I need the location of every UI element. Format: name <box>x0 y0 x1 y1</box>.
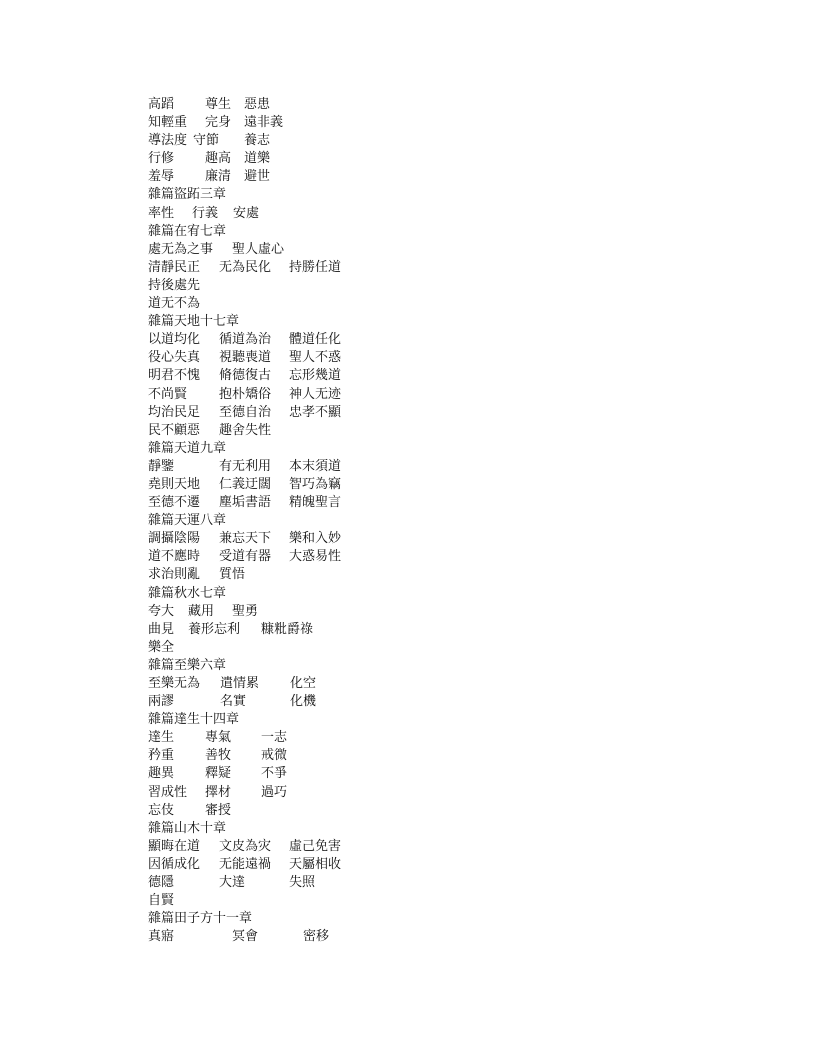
chapter-heading-text: 雜篇在宥七章 <box>148 223 227 239</box>
entry-text: 養志 <box>244 133 271 149</box>
entry-text: 高蹈 <box>148 97 175 112</box>
entry-text: 塵垢書語 <box>219 495 272 511</box>
entry-text: 清靜民正 <box>148 259 201 275</box>
entry-text: 聖人不惑 <box>289 350 342 366</box>
entry-text: 循道為治 <box>219 332 272 348</box>
chapter-heading-text: 雜篇天運八章 <box>148 513 227 529</box>
entry-text: 調攝陰陽 <box>148 531 201 547</box>
entry-row <box>148 530 788 548</box>
entry-row <box>148 404 788 422</box>
entry-text: 有无利用 <box>219 458 272 474</box>
entry-text: 虛己免害 <box>289 838 342 854</box>
entry-text: 廉清 <box>205 169 232 185</box>
entry-row <box>148 856 788 874</box>
entry-text: 善牧 <box>205 748 232 764</box>
entry-text: 化空 <box>290 676 317 691</box>
entry-text: 道樂 <box>244 151 271 167</box>
entry-text: 處无為之事 <box>148 241 214 257</box>
chapter-heading-text: 雜篇秋水七章 <box>148 585 227 601</box>
chapter-heading <box>148 910 788 928</box>
entry-row <box>148 892 788 910</box>
entry-row <box>148 422 788 440</box>
entry-text: 行修 <box>148 151 175 167</box>
entry-text: 受道有器 <box>219 549 272 565</box>
chapter-heading-text: 雜篇盜跖三章 <box>148 187 227 203</box>
chapter-heading-text: 雜篇天道九章 <box>148 440 227 456</box>
entry-text: 至德不遷 <box>148 495 201 511</box>
chapter-heading-text: 雜篇達生十四章 <box>148 712 240 728</box>
entry-row <box>148 784 788 802</box>
entry-text: 失照 <box>289 875 316 891</box>
entry-text: 忘伎 <box>148 802 175 818</box>
entry-text: 樂全 <box>148 639 175 655</box>
entry-text: 專氣 <box>205 730 232 746</box>
entry-row <box>148 295 788 313</box>
entry-text: 避世 <box>244 169 271 185</box>
entry-text: 安處 <box>233 205 260 221</box>
entry-text: 不尚賢 <box>148 386 188 402</box>
entry-text: 夸大 <box>148 603 175 619</box>
entry-text: 求治則亂 <box>148 567 201 583</box>
entry-text: 智巧為竊 <box>289 476 342 492</box>
entry-text: 尊生 <box>205 97 232 112</box>
entry-text: 大達 <box>219 875 246 891</box>
entry-row <box>148 241 788 259</box>
entry-text: 知輕重 <box>148 115 188 131</box>
entry-text: 率性 <box>148 205 175 221</box>
entry-text: 釋疑 <box>205 766 232 782</box>
entry-text: 審授 <box>205 802 232 818</box>
entry-text: 明君不愧 <box>148 368 201 384</box>
chapter-heading <box>148 657 788 675</box>
entry-row <box>148 621 788 639</box>
entry-text: 大惑易性 <box>289 549 342 565</box>
entry-row <box>148 693 788 711</box>
entry-text: 守節 <box>193 133 220 149</box>
entry-text: 達生 <box>148 730 175 746</box>
entry-text: 顯晦在道 <box>148 838 201 854</box>
entry-text: 密移 <box>303 929 330 945</box>
chapter-heading <box>148 711 788 729</box>
entry-row <box>148 603 788 621</box>
entry-text: 惡患 <box>244 97 271 112</box>
entry-text: 糠粃爵祿 <box>261 621 314 637</box>
entry-text: 完身 <box>205 115 232 131</box>
chapter-heading <box>148 820 788 838</box>
entry-text: 藏用 <box>188 603 215 619</box>
entry-text: 趣異 <box>148 766 175 782</box>
entry-text: 趣舍失性 <box>219 422 272 438</box>
entry-text: 文皮為灾 <box>219 838 272 854</box>
entry-row <box>148 96 788 114</box>
entry-row <box>148 132 788 150</box>
entry-text: 持勝任道 <box>289 259 342 275</box>
entry-text: 視聽喪道 <box>219 350 272 366</box>
entry-text: 均治民足 <box>148 404 201 420</box>
entry-text: 曲見 <box>148 621 175 637</box>
entry-text: 精魄聖言 <box>289 495 342 511</box>
entry-text: 役心失真 <box>148 350 201 366</box>
entry-text: 名實 <box>220 694 247 710</box>
entry-text: 趣高 <box>205 151 232 167</box>
entry-row <box>148 548 788 566</box>
entry-text: 忠孝不顯 <box>289 404 342 420</box>
entry-text: 无能遠禍 <box>219 856 272 872</box>
entry-text: 兩謬 <box>148 694 175 710</box>
entry-text: 忘形幾道 <box>289 368 342 384</box>
entry-text: 抱朴矯俗 <box>219 386 272 402</box>
entry-row <box>148 675 788 693</box>
entry-text: 靜鑒 <box>148 458 175 474</box>
entry-text: 道无不為 <box>148 296 201 312</box>
entry-text: 真寤 <box>148 929 175 945</box>
entry-text: 養形忘利 <box>188 621 241 637</box>
entry-row <box>148 494 788 512</box>
entry-row <box>148 150 788 168</box>
entry-row <box>148 168 788 186</box>
entry-row <box>148 259 788 277</box>
entry-text: 道不應時 <box>148 549 201 565</box>
chapter-heading-text: 雜篇山木十章 <box>148 820 227 836</box>
entry-text: 持後處先 <box>148 277 201 293</box>
entry-text: 无為民化 <box>219 259 272 275</box>
entry-row <box>148 639 788 657</box>
entry-row <box>148 747 788 765</box>
entry-row <box>148 802 788 820</box>
entry-row <box>148 114 788 132</box>
entry-row <box>148 386 788 404</box>
entry-row <box>148 729 788 747</box>
chapter-heading-text: 雜篇至樂六章 <box>148 657 227 673</box>
chapter-heading <box>148 186 788 204</box>
chapter-heading <box>148 223 788 241</box>
entry-text: 矜重 <box>148 748 175 764</box>
chapter-heading-text: 雜篇天地十七章 <box>148 314 240 330</box>
entry-text: 質悟 <box>219 567 246 583</box>
entry-row <box>148 349 788 367</box>
chapter-heading <box>148 440 788 458</box>
entry-text: 一志 <box>261 730 288 746</box>
entry-text: 神人无迹 <box>289 386 342 402</box>
entry-row <box>148 458 788 476</box>
entry-text: 行義 <box>192 205 219 221</box>
entry-text: 本末須道 <box>289 458 342 474</box>
chapter-heading <box>148 512 788 530</box>
entry-row <box>148 205 788 223</box>
entry-text: 化機 <box>290 694 317 710</box>
entry-text: 至樂无為 <box>148 676 201 691</box>
entry-text: 羞辱 <box>148 169 175 185</box>
entry-text: 導法度 <box>148 133 188 149</box>
entry-row <box>148 838 788 856</box>
entry-text: 因循成化 <box>148 856 201 872</box>
entry-text: 樂和入妙 <box>289 531 342 547</box>
entry-text: 兼忘天下 <box>219 531 272 547</box>
chapter-heading <box>148 585 788 603</box>
entry-text: 德隱 <box>148 875 175 891</box>
entry-text: 天屬相收 <box>289 856 342 872</box>
entry-text: 遣情累 <box>220 676 260 691</box>
chapter-heading-text: 雜篇田子方十一章 <box>148 911 253 927</box>
entry-row <box>148 566 788 584</box>
entry-text: 體道任化 <box>289 332 342 348</box>
entry-text: 遠非義 <box>244 115 284 131</box>
entry-row <box>148 277 788 295</box>
entry-text: 過巧 <box>261 784 288 800</box>
entry-text: 不爭 <box>261 766 288 782</box>
entry-text: 脩德復古 <box>219 368 272 384</box>
entry-row <box>148 331 788 349</box>
entry-row <box>148 928 788 946</box>
entry-text: 聖人虛心 <box>232 241 285 257</box>
entry-text: 至德自治 <box>219 404 272 420</box>
document-page <box>148 96 788 946</box>
chapter-heading <box>148 313 788 331</box>
entry-text: 民不顧惡 <box>148 422 201 438</box>
entry-text: 仁義迂闊 <box>219 476 272 492</box>
entry-text: 聖勇 <box>232 603 259 619</box>
entry-row <box>148 874 788 892</box>
entry-row <box>148 476 788 494</box>
entry-text: 自賢 <box>148 893 175 909</box>
entry-text: 堯則天地 <box>148 476 201 492</box>
entry-text: 戒微 <box>261 748 288 764</box>
entry-text: 以道均化 <box>148 332 201 348</box>
entry-row <box>148 765 788 783</box>
entry-text: 冥會 <box>232 929 259 945</box>
entry-text: 擇材 <box>205 784 232 800</box>
entry-row <box>148 367 788 385</box>
entry-text: 習成性 <box>148 784 188 800</box>
